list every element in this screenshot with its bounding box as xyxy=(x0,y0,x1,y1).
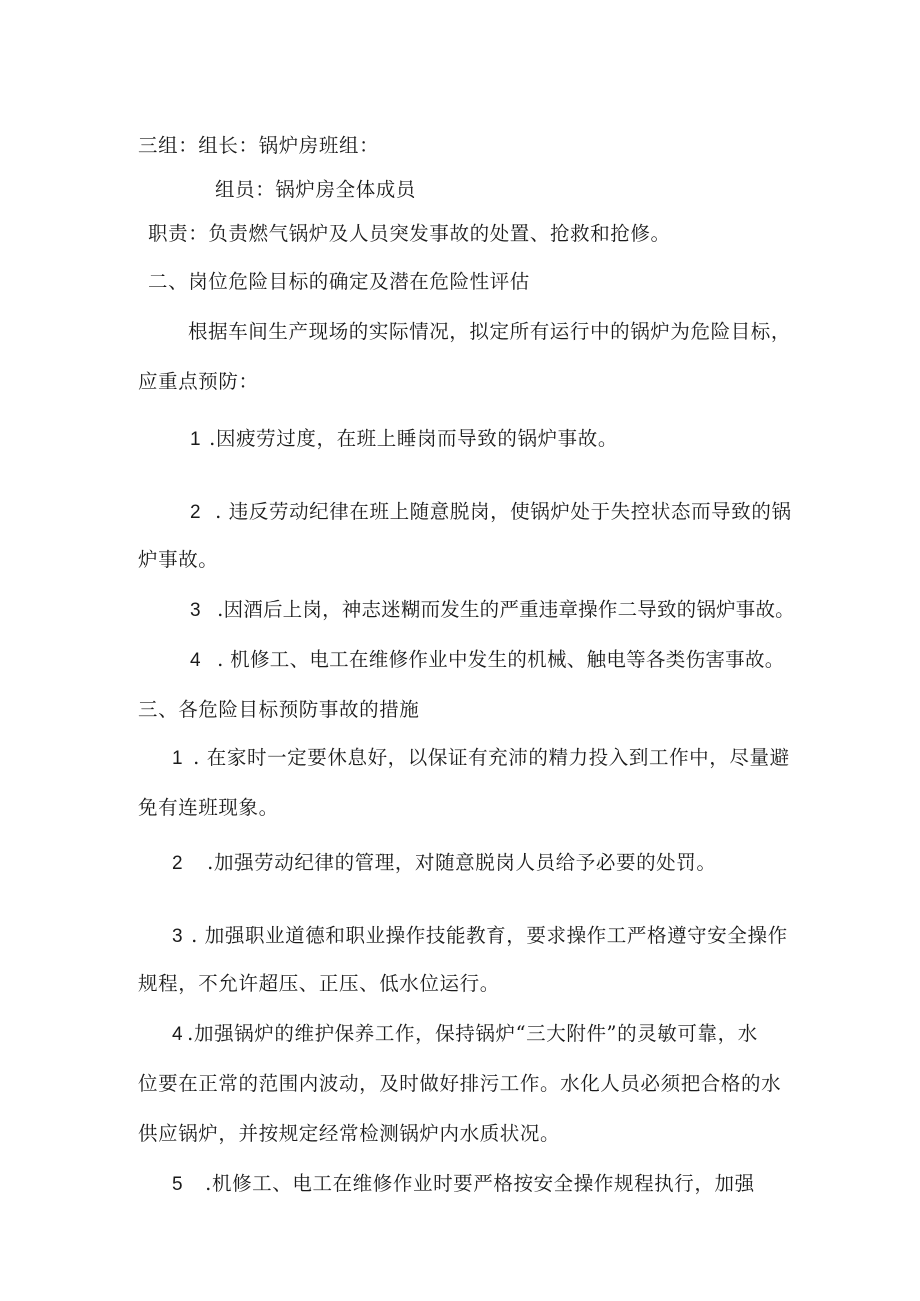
item-text: .加强锅炉的维护保养工作，保持锅炉“三大附件”的灵敏可靠，水 xyxy=(187,1022,758,1045)
team3-leader-line: 三组：组长：锅炉房班组： xyxy=(138,134,380,157)
section3-item-4-cont1: 位要在正常的范围内波动，及时做好排污工作。水化人员必须把合格的水 xyxy=(138,1072,782,1095)
item-text: .因疲劳过度，在班上睡岗而导致的锅炉事故。 xyxy=(209,427,618,450)
item-number: 2 xyxy=(190,502,202,523)
team3-members-line: 组员：锅炉房全体成员 xyxy=(215,178,417,201)
section3-item-1-cont: 免有连班现象。 xyxy=(138,796,279,819)
section2-item-3 xyxy=(190,598,795,623)
section3-heading: 三、各危险目标预防事故的措施 xyxy=(138,698,420,721)
section2-heading: 二、岗位危险目标的确定及潜在危险性评估 xyxy=(148,270,530,293)
item-number: 4 xyxy=(172,1024,184,1045)
item-number: 3 xyxy=(190,600,202,621)
section2-intro-line2: 应重点预防： xyxy=(138,370,259,393)
item-text: . 加强职业道德和职业操作技能教育，要求操作工严格遵守安全操作 xyxy=(191,924,788,947)
section3-item-5 xyxy=(172,1172,755,1197)
section2-intro-line1: 根据车间生产现场的实际情况，拟定所有运行中的锅炉为危险目标， xyxy=(188,320,792,343)
item-number: 1 xyxy=(190,429,202,450)
section3-item-4-cont2: 供应锅炉，并按规定经常检测锅炉内水质状况。 xyxy=(138,1122,561,1145)
item-number: 2 xyxy=(172,853,184,874)
section2-item-2 xyxy=(190,500,792,525)
section3-item-3 xyxy=(172,924,788,949)
item-text: . 违反劳动纪律在班上随意脱岗，使锅炉处于失控状态而导致的锅 xyxy=(215,500,792,523)
team3-duty-line: 职责：负责燃气锅炉及人员突发事故的处置、抢救和抢修。 xyxy=(148,222,671,245)
item-text: . 机修工、电工在维修作业中发生的机械、触电等各类伤害事故。 xyxy=(217,648,785,671)
item-text: . 在家时一定要休息好，以保证有充沛的精力投入到工作中，尽量避 xyxy=(193,746,790,769)
item-number: 1 xyxy=(172,748,184,769)
section2-item-4 xyxy=(190,648,785,673)
section3-item-2 xyxy=(172,851,716,876)
item-number: 3 xyxy=(172,926,184,947)
item-text: .因酒后上岗，神志迷糊而发生的严重违章操作二导致的锅炉事故。 xyxy=(217,598,795,621)
item-text: .加强劳动纪律的管理，对随意脱岗人员给予必要的处罚。 xyxy=(207,851,717,874)
section3-item-4 xyxy=(172,1022,758,1047)
item-number: 4 xyxy=(190,650,202,671)
section3-item-3-cont: 规程，不允许超压、正压、低水位运行。 xyxy=(138,972,500,995)
section2-item-2-cont: 炉事故。 xyxy=(138,548,219,571)
item-number: 5 xyxy=(172,1174,184,1195)
section2-item-1 xyxy=(190,427,618,452)
item-text: .机修工、电工在维修作业时要严格按安全操作规程执行，加强 xyxy=(205,1172,755,1195)
section3-item-1 xyxy=(172,746,790,771)
